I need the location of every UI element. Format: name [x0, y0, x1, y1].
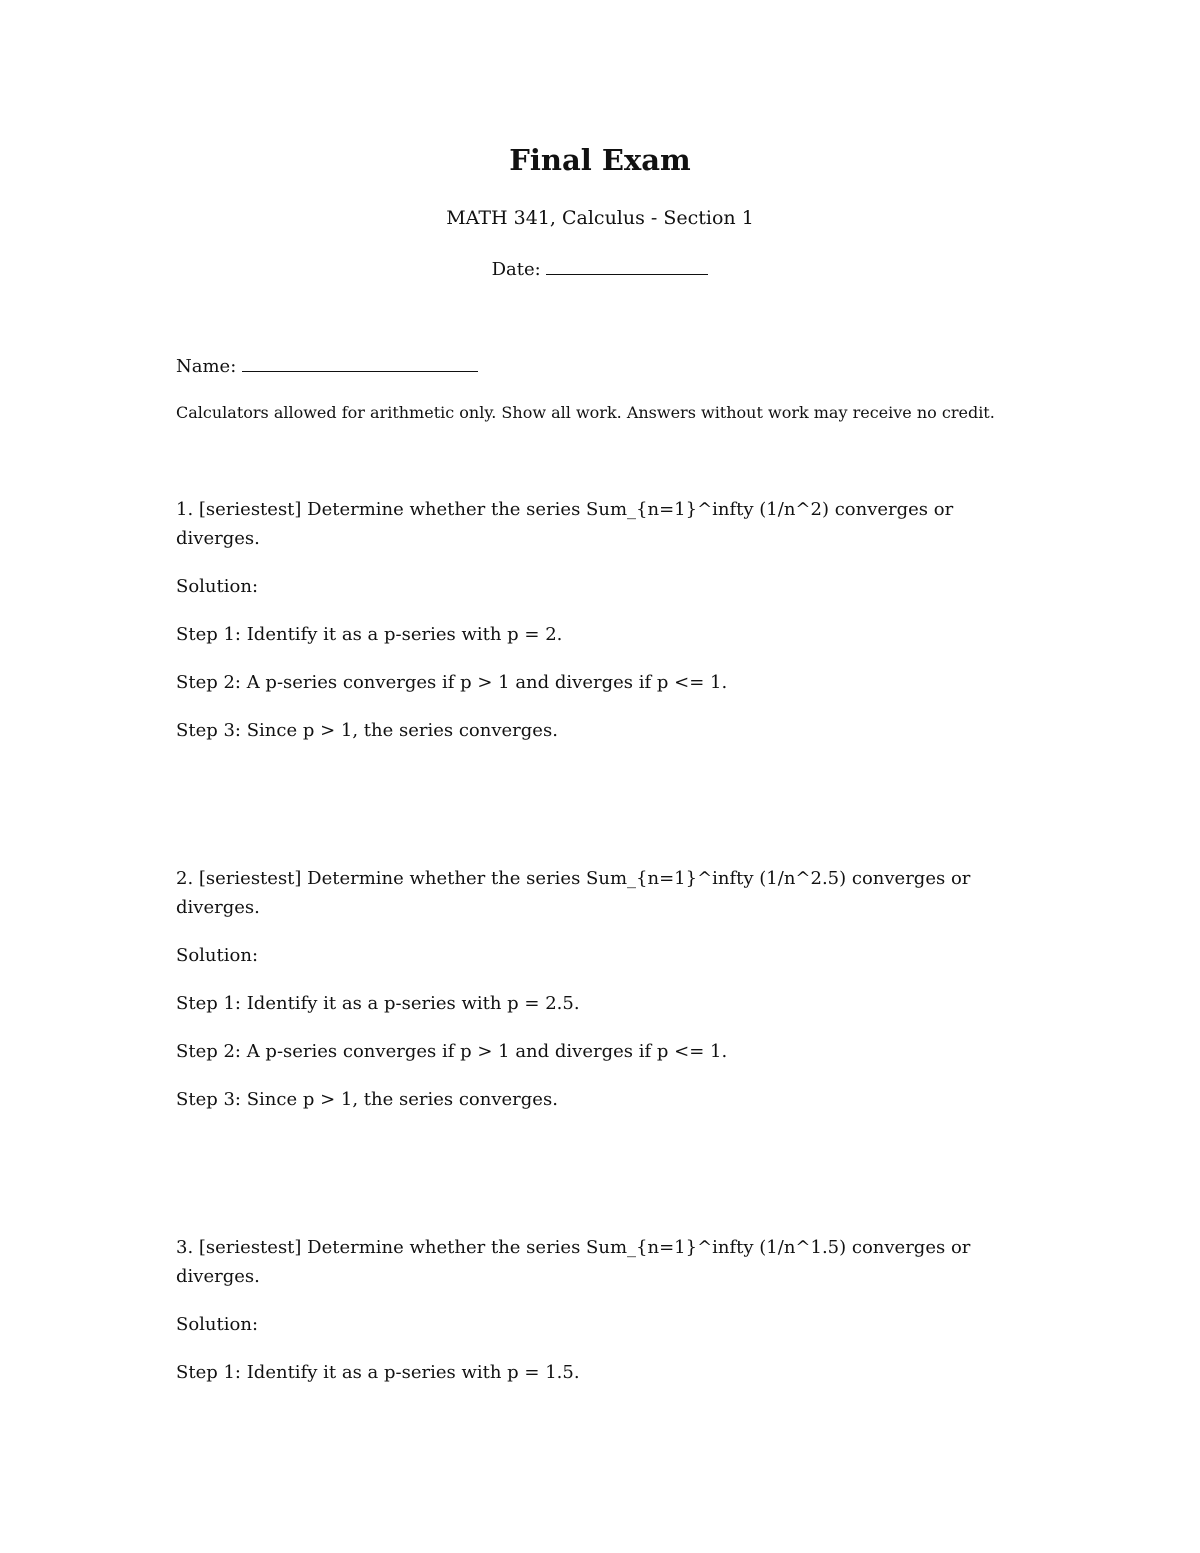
- date-label: Date:: [491, 259, 541, 280]
- solution-step: Step 1: Identify it as a p-series with p = 2.5.: [176, 993, 580, 1014]
- question-block-3: [176, 1233, 1006, 1406]
- course-subtitle: MATH 341, Calculus - Section 1: [446, 207, 754, 229]
- solution-label: Solution:: [176, 576, 259, 597]
- question-text: 3. [seriestest] Determine whether the series Sum_{n=1}^infty (1/n^1.5) converges or diverges.: [176, 1237, 971, 1287]
- instructions: Calculators allowed for arithmetic only. Show all work. Answers without work may receive no credit.: [176, 403, 995, 422]
- solution-step: Step 1: Identify it as a p-series with p = 2.: [176, 624, 563, 645]
- name-label: Name:: [176, 356, 237, 377]
- question-text: 1. [seriestest] Determine whether the series Sum_{n=1}^infty (1/n^2) converges or diverges.: [176, 499, 954, 549]
- name-blank-field[interactable]: [242, 353, 478, 372]
- question-block-2: [176, 864, 1006, 1133]
- question-text: 2. [seriestest] Determine whether the series Sum_{n=1}^infty (1/n^2.5) converges or diverges.: [176, 868, 971, 918]
- solution-step: Step 2: A p-series converges if p > 1 and diverges if p <= 1.: [176, 1041, 728, 1062]
- solution-label: Solution:: [176, 945, 259, 966]
- solution-step: Step 3: Since p > 1, the series converges.: [176, 720, 558, 741]
- solution-label: Solution:: [176, 1314, 259, 1335]
- name-line: [176, 352, 478, 382]
- solution-step: Step 3: Since p > 1, the series converges.: [176, 1089, 558, 1110]
- page-title: Final Exam: [509, 143, 691, 177]
- solution-step: Step 1: Identify it as a p-series with p = 1.5.: [176, 1362, 580, 1383]
- date-blank-field[interactable]: [546, 256, 708, 275]
- solution-step: Step 2: A p-series converges if p > 1 and diverges if p <= 1.: [176, 672, 728, 693]
- question-block-1: [176, 495, 1006, 764]
- date-line: [0, 255, 1200, 285]
